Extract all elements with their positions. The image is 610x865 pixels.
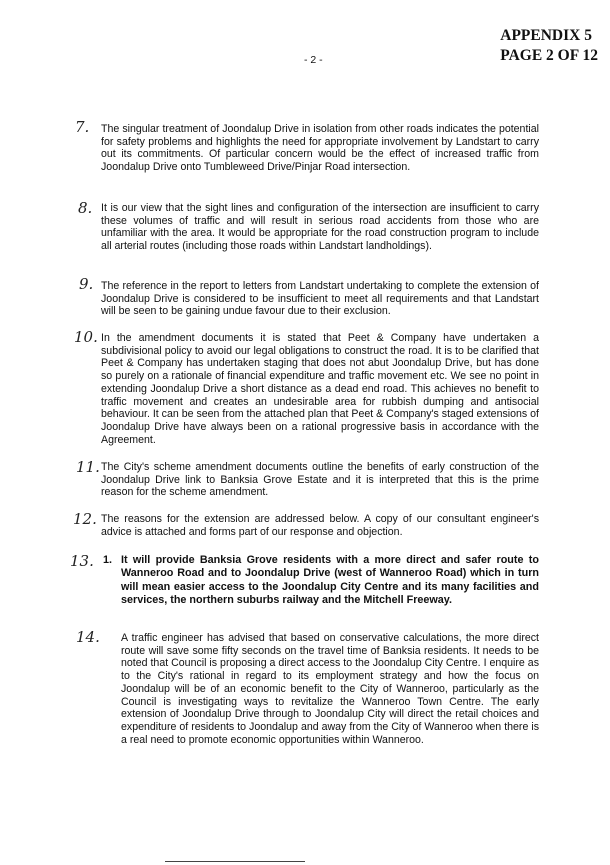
page-of-label: PAGE 2 OF 12: [500, 47, 598, 64]
handwritten-number: 12.: [73, 510, 97, 528]
paragraph: The City's scheme amendment documents outline the benefits of early construction of the Joondalup Drive link to Banksia Grove Estate and it is interpreted that this is the prime reason for the scheme amendment.: [101, 461, 539, 499]
handwritten-number: 14.: [76, 628, 100, 646]
appendix-label: APPENDIX 5: [500, 27, 592, 44]
paragraph: It is our view that the sight lines and configuration of the intersection are insufficient to carry these volumes of traffic and will result in serious road accidents from those who are unfamiliar with the area. It would be appropriate for the road construction program to include all arterial routes (including those roads within Landstart landholdings).: [101, 202, 539, 253]
paragraph: A traffic engineer has advised that based on conservative calculations, the more direct route will save some fifty seconds on the travel time of Banksia residents. It needs to be noted that Council is proposing a direct access to the Joondalup City Centre. I enquire as to the City's rational in regard to its employment strategy and how the focus on Joondalup will be of an economic benefit to the City of Wanneroo, particularly as the Council is investigating ways to revitalize the Wanneroo Town Centre. The early extension of Joondalup Drive through to Joondalup City will direct the retail choices and expenditure of residents to Joondalup and away from the City of Wanneroo when there is a real need to promote economic opportunities within Wanneroo.: [121, 632, 539, 746]
handwritten-number: 13.: [70, 552, 94, 570]
handwritten-number: 7.: [75, 118, 90, 136]
bold-list-item: [103, 554, 539, 608]
list-item-text: It will provide Banksia Grove residents with a more direct and safer route to Wanneroo Road and to Joondalup Drive (west of Wanneroo Road) which in turn will mean easier access to the Joondalup City Centre and its many facilities and services, the northern suburbs railway and the Mitchell Freeway.: [121, 554, 539, 607]
handwritten-number: 11.: [76, 458, 100, 476]
paragraph: The singular treatment of Joondalup Drive in isolation from other roads indicates the potential for safety problems and highlights the need for appropriate involvement by Landstart to carry out its commitments. Of particular concern would be the effect of increased traffic from Joondalup Drive onto Tumbleweed Drive/Pinjar Road intersection.: [101, 123, 539, 174]
list-item-number: 1.: [103, 554, 113, 566]
handwritten-number: 9.: [79, 275, 94, 293]
paragraph: The reference in the report to letters from Landstart undertaking to complete the extension of Joondalup Drive is considered to be insufficient to meet all requirements and that Landstart will be seen to be gaining undue favour due to their exclusion.: [101, 280, 539, 318]
paragraph: In the amendment documents it is stated that Peet & Company have undertaken a subdivisional policy to avoid our legal obligations to construct the road. It is to be clarified that Peet & Company has undertaken staging that does not abut Joondalup Drive, but has done so purely on a rationale of financial expenditure and traffic movement etc. We see no point in extending Joondalup Drive a short distance as a dead end road. This achieves no benefit to traffic movement and creates an undesirable area for rubbish dumping and antisocial behaviour. It can be seen from the attached plan that Peet & Company's staged extensions of Joondalup Drive have always been on a rational progressive basis in accordance with the Agreement.: [101, 332, 539, 446]
handwritten-number: 8.: [78, 199, 93, 217]
page-number: - 2 -: [304, 54, 323, 66]
handwritten-number: 10.: [74, 328, 98, 346]
appendix-header: [500, 26, 598, 66]
paragraph: The reasons for the extension are addressed below. A copy of our consultant engineer's advice is attached and forms part of our response and objection.: [101, 513, 539, 538]
footer-rule: [165, 861, 305, 862]
